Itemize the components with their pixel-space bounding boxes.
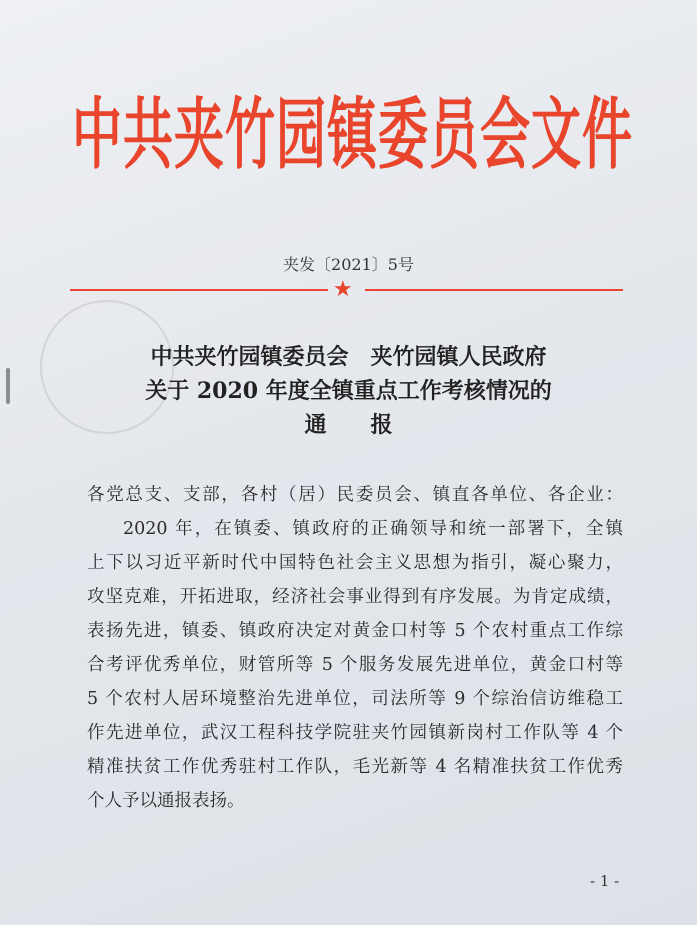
star-icon: ★ — [333, 277, 353, 302]
red-divider-right — [365, 289, 623, 291]
body-line: 表扬先进，镇委、镇政府决定对黄金口村等 5 个农村重点工作综 — [87, 621, 623, 641]
page-number: - 1 - — [590, 872, 620, 890]
document-number: 夹发〔2021〕5号 — [283, 255, 414, 274]
heading-line-2: 关于 2020 年度全镇重点工作考核情况的 — [145, 378, 552, 404]
heading-line-3: 通 报 — [304, 412, 393, 438]
document-body — [87, 478, 623, 818]
body-line: 2020 年，在镇委、镇政府的正确领导和统一部署下，全镇 — [123, 519, 623, 539]
red-divider-left — [70, 289, 328, 291]
salutation: 各党总支、支部，各村（居）民委员会、镇直各单位、各企业： — [87, 485, 623, 505]
body-line: 作先进单位，武汉工程科技学院驻夹竹园镇新岗村工作队等 4 个 — [87, 723, 623, 743]
body-line: 合考评优秀单位，财管所等 5 个服务发展先进单位，黄金口村等 — [87, 655, 623, 675]
document-header-title: 中共夹竹园镇委员会文件 — [72, 89, 632, 180]
body-line: 上下以习近平新时代中国特色社会主义思想为指引，凝心聚力， — [87, 553, 623, 573]
body-line: 个人予以通报表扬。 — [87, 791, 245, 811]
body-line: 精准扶贫工作优秀驻村工作队，毛光新等 4 名精准扶贫工作优秀 — [87, 757, 623, 777]
body-line: 5 个农村人居环境整治先进单位，司法所等 9 个综治信访维稳工 — [87, 689, 623, 709]
heading-line-1: 中共夹竹园镇委员会 夹竹园镇人民政府 — [150, 344, 547, 370]
body-line: 攻坚克难，开拓进取，经济社会事业得到有序发展。为肯定成绩， — [87, 587, 623, 607]
